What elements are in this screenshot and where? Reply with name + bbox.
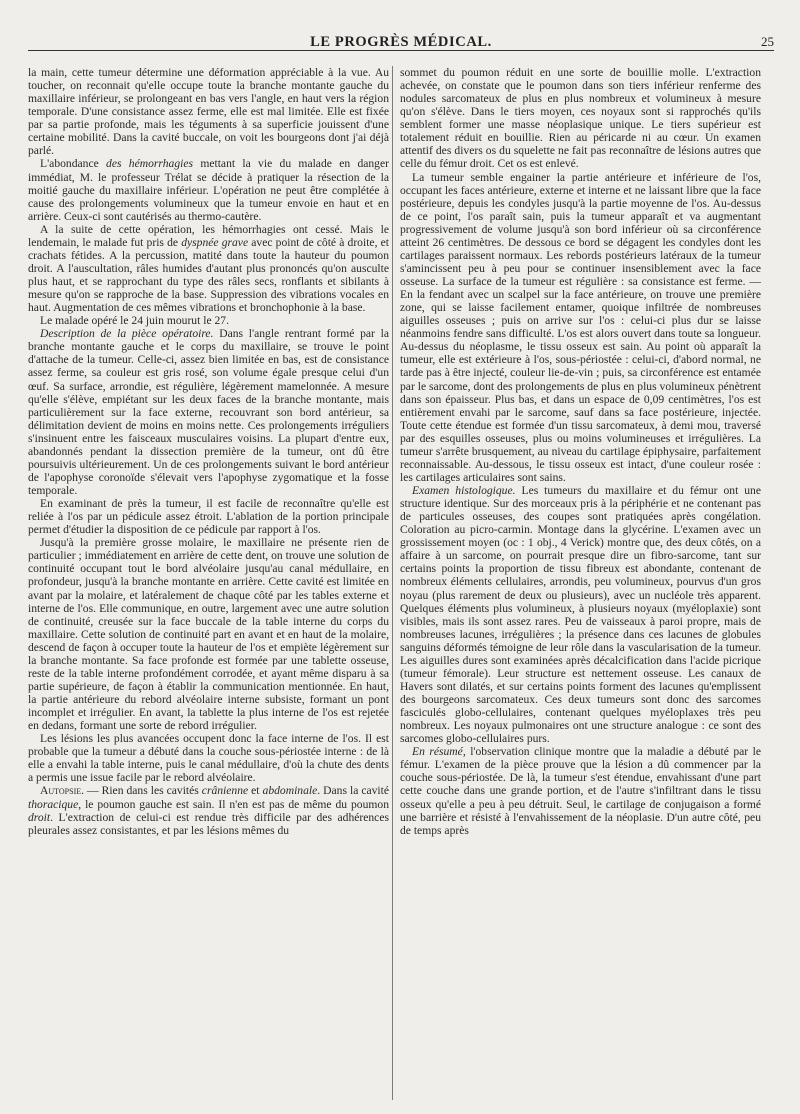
paragraph: En examinant de près la tumeur, il est facile de reconnaître qu'elle est reliée à l'os par un pédicule assez étroit. L'ablation de la portion principale permet d'étudier la disposition de ce pédicule par rapport à l'os.: [28, 497, 389, 537]
paragraph: Autopsie. — Rien dans les cavités crânienne et abdominale. Dans la cavité thoracique, le poumon gauche est sain. Il n'en est pas de même du poumon droit. L'extraction de celui-ci est rendue très difficile par des adhérences pleurales assez consistantes, et par les lésions mêmes du: [28, 784, 389, 837]
emphasis: des hémorrhagies: [106, 157, 194, 171]
section-heading: En résumé,: [412, 745, 466, 759]
paragraph: Examen histologique. Les tumeurs du maxillaire et du fémur ont une structure identique. Sur des morceaux pris à la périphérie et ne contenant pas de particules osseuses, des coupes sont pratiquées après congélation. Coloration au picro-carmin. Montage dans la glycérine. L'examen avec un grossissement moyen (oc : 1 obj., 4 Verick) montre que, des deux côtés, on a affaire à un sarcome, on pourrait presque dire un fibro-sarcome, tant sur certains points la proportion de tissu fibreux est abondante, contenant de nombreux éléments cellulaires, arrondis, peu volumineux, pourvus d'un gros noyau (plus rarement de deux ou plusieurs), avec un nucléole très apparent. Quelques éléments plus volumineux, à plusieurs noyaux (myéloplaxie) sont visibles, mais ils sont assez rares. Peu de vaisseaux à paroi propre, mais de nombreuses lacunes, irrégulières ; la présence dans ces lacunes de globules sanguins déformés témoigne de leur rôle dans la vascularisation de la tumeur. Les aiguilles dures sont examinées après décalcification dans l'acide picrique (tumeur fémorale). Leur structure est nettement osseuse. Les canaux de Havers sont dilatés, et sur certains points forment des lacunes qu'emplissent des bourgeons sarcomateux. Ces deux tumeurs sont donc des sarcomes fasciculés globo-cellulaires, contenant quelques myéloplaxes très peu nombreux. Les noyaux pulmonaires ont une structure analogue : ce sont des sarcomes globo-cellulaires purs.: [400, 484, 761, 746]
paragraph: Jusqu'à la première grosse molaire, le maxillaire ne présente rien de particulier ; immédiatement en arrière de cette dent, on trouve une solution de continuité occupant tout le bord alvéolaire jusqu'au canal médullaire, en profondeur, jusqu'à la branche montante en arrière. Cette cavité est limitée en avant par la molaire, et latéralement de chaque côté par les tables externe et interne de l'os. Elle communique, en outre, largement avec une autre solution de continuité, creusée sur la face buccale de la table interne du corps du maxillaire. Cette solution de continuité part en avant et en haut de la molaire, descend de façon à occuper toute la hauteur de l'os et empiète légèrement sur la branche montante. Sa face profonde est formée par une tablette osseuse, reste de la table interne profondément corrodée, et ayant même disparu à sa partie supérieure, de façon à établir la communication mentionnée. En haut, la partie antérieure du rebord alvéolaire interne subsiste, formant un pont incomplet et irrégulier. En avant, la tablette la plus interne de l'os est rejetée en dedans, formant une sorte de rebord irrégulier.: [28, 536, 389, 733]
section-heading: Description de la pièce opératoire.: [40, 327, 214, 341]
paragraph: sommet du poumon réduit en une sorte de bouillie molle. L'extraction achevée, on constate que le poumon dans son tiers inférieur renferme des nodules sarcomateux de plus en plus nombreux et volumineux à mesure qu'on s'élève. Dans le tiers moyen, ces noyaux sont si rapprochés qu'ils semblent former une masse néoplasique unique. Le tiers supérieur est totalement réduit en bouillie. Rien au péricarde ni au cœur. Un examen attentif des divers os du squelette ne fait pas reconnaître de lésions autres que celle du fémur droit. Cet os est enlevé.: [400, 66, 761, 171]
paragraph: En résumé, l'observation clinique montre que la maladie a débuté par le fémur. L'examen de la pièce prouve que la lésion a dû commencer par la couche sous-périostée. De là, la tumeur s'est étendue, envahissant d'une part cette couche dans une grande portion, et de l'autre s'infiltrant dans le tissu osseux qu'elle a peu à peu détruit. Seul, le cartilage de conjugaison a formé une barrière et résisté à l'envahissement de la néoplasie. D'un autre côté, peu de temps après: [400, 745, 761, 837]
left-column: [28, 66, 389, 1102]
column-divider: [392, 66, 393, 1100]
paragraph: la main, cette tumeur détermine une déformation appréciable à la vue. Au toucher, on reconnait qu'elle occupe toute la branche montante gauche du maxillaire inférieur, se prolongeant en bas vers l'angle, en haut vers la région temporale. D'une consistance assez ferme, elle est mal limitée. Elle est fixée par sa partie profonde, mais les téguments à sa superficie jouissent d'une certaine mobilité. Dans la cavité buccale, on voit les bourgeons dont j'ai déjà parlé.: [28, 66, 389, 158]
paragraph: La tumeur semble engainer la partie antérieure et inférieure de l'os, occupant les faces antérieure, externe et interne et ne laissant libre que la face postérieure, depuis les condyles jusqu'à la partie moyenne de l'os. Au-dessus de ce point, l'os paraît sain, puis la tumeur apparaît et va augmentant progressivement de volume jusqu'à son bord inférieur où sa circonférence atteint 26 centimètres. De dessous ce bord se dégagent les condyles dont les cartilages paraissent normaux. Les rebords postérieurs latéraux de la tumeur s'amincissent peu à peu pour se continuer insensiblement avec la face osseuse. La surface de la tumeur est régulière : sa consistance est ferme. — En la fendant avec un scalpel sur la face antérieure, on trouve une première zone, qui se laisse facilement entamer, quoique infiltrée de nombreuses aiguilles osseuses ; puis on arrive sur l'os : celui-ci plus dur se laisse néanmoins fendre sans difficulté. L'os est alors ouvert dans toute sa longueur. Au-dessus du néoplasme, le tissu osseux est sain. Au point où apparaît la tumeur, elle est extérieure à l'os, sous-périostée : celui-ci, d'abord normal, ne tarde pas à être injecté, couleur lie-de-vin ; puis, sa circonférence est entamée par le sarcome, dont des prolongements de plus en plus volumineux pénètrent dans son épaisseur. Plus bas, et dans un espace de 0,09 centimètres, l'os est entièrement envahi par le sarcome, sauf dans sa face postérieure, injectée. Toute cette étendue est formée d'un tissu sarcomateux, à demi mou, traversé par des esquilles osseuses, plus ou moins volumineuses et irrégulières. La tumeur s'arrête brusquement, au niveau du cartilage épiphysaire, parfaitement reconnaissable. Au-dessous, le tissu osseux est intact, d'une couleur rosée : les cartilages articulaires sont sains.: [400, 170, 761, 484]
section-heading: Examen histologique.: [412, 484, 516, 497]
emphasis: dyspnée grave: [181, 235, 249, 249]
journal-title: LE PROGRÈS MÉDICAL.: [310, 34, 492, 50]
paragraph: A la suite de cette opération, les hémorrhagies ont cessé. Mais le lendemain, le malade fut pris de dyspnée grave avec point de côté à droite, et crachats fétides. A la percussion, matité dans toute la hauteur du poumon droit. A l'auscultation, râles humides d'autant plus prononcés qu'on ausculte plus haut, et se rapprochant du type des râles secs, ronflants et sibilants à mesure qu'on se rapproche de la base. Suppression des vibrations vocales en haut. Augmentation de ces mêmes vibrations et bronchophonie à la base.: [28, 222, 389, 315]
paragraph: L'abondance des hémorrhagies mettant la vie du malade en danger immédiat, M. le professeur Trélat se décide à pratiquer la résection de la moitié gauche du maxillaire inférieur. L'opération ne peut être complétée à cause des prolongements volumineux que la tumeur envoie en haut et en arrière. Ceux-ci sont cautérisés au thermo-cautère.: [28, 157, 389, 223]
paragraph: Le malade opéré le 24 juin mourut le 27.: [40, 314, 229, 328]
paragraph: Description de la pièce opératoire. Dans l'angle rentrant formé par la branche montante gauche et le corps du maxillaire, se trouve le point d'attache de la tumeur. Celle-ci, assez bien limitée en bas, est de consistance assez ferme, sa couleur est gris rosé, son volume égale presque celui d'un œuf. Sa surface, arrondie, est régulière, légèrement mamelonnée. A mesure qu'elle s'élève, empiétant sur les deux faces de la branche montante, mais particulièrement sur la face externe, recouvrant son bord antérieur, sa délimitation devient de moins en moins nette. Ces prolongements irréguliers s'insinuent entre les faisceaux musculaires voisins. La plupart d'entre eux, abandonnés pendant la dissection première de la tumeur, ont dû être poursuivis ultérieurement. Un de ces prolongements suivant le bord antérieur de l'apophyse coronoïde s'élevait vers l'apophyse zygomatique et la fosse temporale.: [28, 327, 389, 497]
section-heading: Autopsie.: [40, 784, 85, 798]
paragraph: Les lésions les plus avancées occupent donc la face interne de l'os. Il est probable que la tumeur a débuté dans la couche sous-périostée interne : de là elle a envahi la table interne, puis le canal médullaire, d'où la chute des dents a permis une issue facile par le rebord alvéolaire.: [28, 732, 389, 785]
page-number: 25: [761, 34, 774, 49]
right-column: [400, 66, 761, 1102]
running-header: [28, 34, 774, 51]
